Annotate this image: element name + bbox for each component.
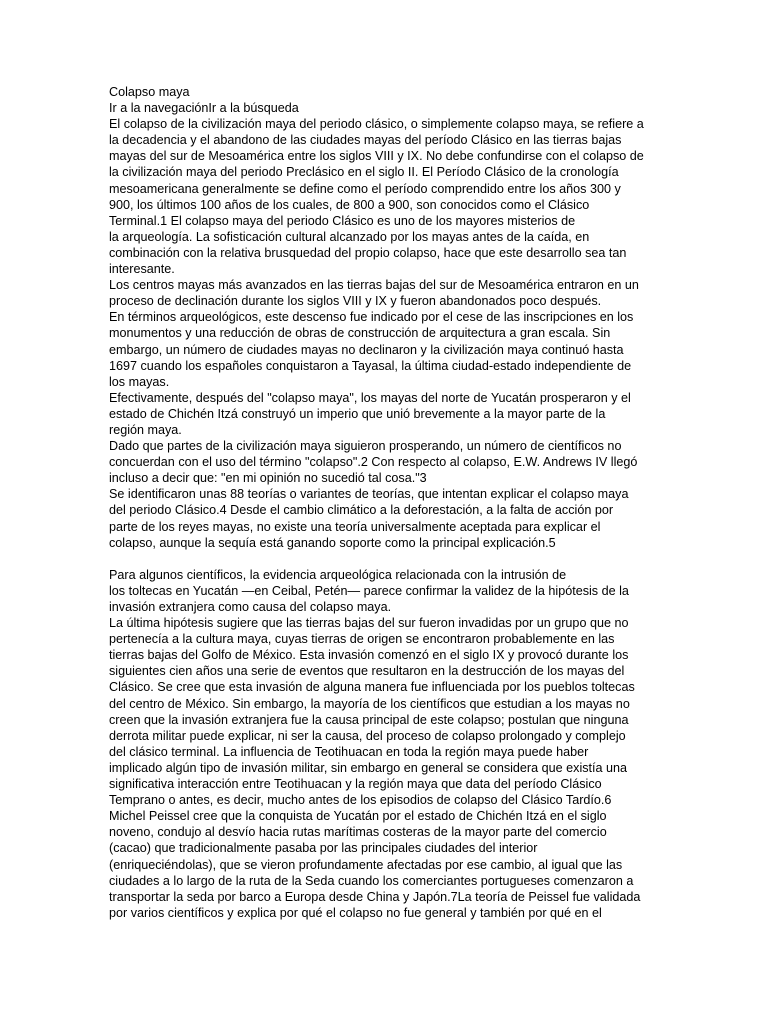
- text-line: Se identificaron unas 88 teorías o variantes de teorías, que intentan explicar el colapso maya: [109, 487, 629, 502]
- text-line: del centro de México. Sin embargo, la mayoría de los científicos que estudian a los mayas no: [109, 696, 630, 711]
- text-line: tierras bajas del Golfo de México. Esta invasión comenzó en el siglo IX y provocó durante los: [109, 648, 629, 663]
- text-line: los toltecas en Yucatán —en Ceibal, Petén— parece confirmar la validez de la hipótesis de la: [109, 583, 629, 598]
- text-line: concuerdan con el uso del término "colapso".2 Con respecto al colapso, E.W. Andrews IV llegó: [109, 455, 638, 470]
- text-line: parte de los reyes mayas, no existe una teoría universalmente aceptada para explicar el: [109, 519, 601, 534]
- text-line: estado de Chichén Itzá construyó un imperio que unió brevemente a la mayor parte de la: [109, 406, 606, 421]
- text-line: la decadencia y el abandono de las ciudades mayas del período Clásico en las tierras bajas: [109, 133, 622, 148]
- text-line: embargo, un número de ciudades mayas no declinaron y la civilización maya continuó hasta: [109, 342, 624, 357]
- text-line: creen que la invasión extranjera fue la causa principal de este colapso; postulan que ninguna: [109, 712, 629, 727]
- text-line: Terminal.1 El colapso maya del periodo Clásico es uno de los mayores misterios de: [109, 213, 576, 228]
- text-line: ciudades a lo largo de la ruta de la Seda cuando los comerciantes portugueses comenzaron a: [109, 873, 634, 888]
- text-line: región maya.: [109, 422, 182, 437]
- text-line: colapso, aunque la sequía está ganando soporte como la principal explicación.5: [109, 535, 556, 550]
- text-line: incluso a decir que: "en mi opinión no sucedió tal cosa."3: [109, 471, 427, 486]
- text-line: noveno, condujo al desvío hacia rutas marítimas costeras de la mayor parte del comercio: [109, 825, 607, 840]
- text-line: Ir a la navegaciónIr a la búsqueda: [109, 101, 299, 116]
- text-line: 1697 cuando los españoles conquistaron a Tayasal, la última ciudad-estado independiente de: [109, 358, 632, 373]
- text-line: (cacao) que tradicionalmente pasaba por las principales ciudades del interior: [109, 841, 538, 856]
- document-title: Colapso maya: [109, 85, 190, 99]
- text-line: del periodo Clásico.4 Desde el cambio climático a la deforestación, a la falta de acción por: [109, 503, 614, 518]
- text-line: Los centros mayas más avanzados en las tierras bajas del sur de Mesoamérica entraron en un: [109, 278, 639, 293]
- text-line: mayas del sur de Mesoamérica entre los siglos VIII y IX. No debe confundirse con el colapso de: [109, 149, 644, 164]
- text-line: implicado algún tipo de invasión militar, sin embargo en general se considera que existía una: [109, 760, 628, 775]
- text-line: por varios científicos y explica por qué el colapso no fue general y también por qué en el: [109, 905, 602, 920]
- text-line: derrota militar puede explicar, ni ser la causa, del proceso de colapso prolongado y complejo: [109, 728, 626, 743]
- text-line: Michel Peissel cree que la conquista de Yucatán por el estado de Chichén Itzá en el siglo: [109, 809, 607, 824]
- document-page: [109, 84, 729, 921]
- text-line: siguientes cien años una serie de eventos que resultaron en la destrucción de los mayas del: [109, 664, 625, 679]
- text-line: Para algunos científicos, la evidencia arqueológica relacionada con la intrusión de: [109, 567, 567, 582]
- text-line: del clásico terminal. La influencia de Teotihuacan en toda la región maya puede haber: [109, 744, 589, 759]
- text-line: Clásico. Se cree que esta invasión de alguna manera fue influenciada por los pueblos toltecas: [109, 680, 635, 695]
- text-line: El colapso de la civilización maya del periodo clásico, o simplemente colapso maya, se refiere a: [109, 117, 644, 132]
- text-line: los mayas.: [109, 374, 170, 389]
- text-line: proceso de declinación durante los siglos VIII y IX y fueron abandonados poco después.: [109, 294, 602, 309]
- text-line: [109, 551, 729, 567]
- text-line: 900, los últimos 100 años de los cuales, de 800 a 900, son conocidos como el Clásico: [109, 197, 590, 212]
- text-line: combinación con la relativa brusquedad del propio colapso, hace que este desarrollo sea tan: [109, 245, 627, 260]
- text-line: (enriqueciéndolas), que se vieron profundamente afectadas por ese cambio, al igual que las: [109, 857, 623, 872]
- text-line: la arqueología. La sofisticación cultural alcanzado por los mayas antes de la caída, en: [109, 229, 590, 244]
- text-line: Temprano o antes, es decir, mucho antes de los episodios de colapso del Clásico Tardío.6: [109, 793, 612, 808]
- text-line: Efectivamente, después del "colapso maya", los mayas del norte de Yucatán prosperaron y el: [109, 390, 631, 405]
- text-line: interesante.: [109, 262, 175, 277]
- text-line: monumentos y una reducción de obras de construcción de arquitectura a gran escala. Sin: [109, 326, 611, 341]
- text-line: La última hipótesis sugiere que las tierras bajas del sur fueron invadidas por un grupo que no: [109, 616, 629, 631]
- text-line: En términos arqueológicos, este descenso fue indicado por el cese de las inscripciones en los: [109, 310, 634, 325]
- text-line: la civilización maya del periodo Preclásico en el siglo II. El Período Clásico de la cronología: [109, 165, 619, 180]
- text-line: transportar la seda por barco a Europa desde China y Japón.7La teoría de Peissel fue validada: [109, 889, 641, 904]
- text-line: invasión extranjera como causa del colapso maya.: [109, 600, 392, 614]
- text-line: Dado que partes de la civilización maya siguieron prosperando, un número de científicos no: [109, 439, 622, 454]
- text-line: significativa interacción entre Teotihuacan y la región maya que data del período Clásico: [109, 777, 602, 792]
- text-line: mesoamericana generalmente se define como el período comprendido entre los años 300 y: [109, 181, 621, 196]
- text-line: pertenecía a la cultura maya, cuyas tierras de origen se encontraron probablemente en las: [109, 632, 615, 647]
